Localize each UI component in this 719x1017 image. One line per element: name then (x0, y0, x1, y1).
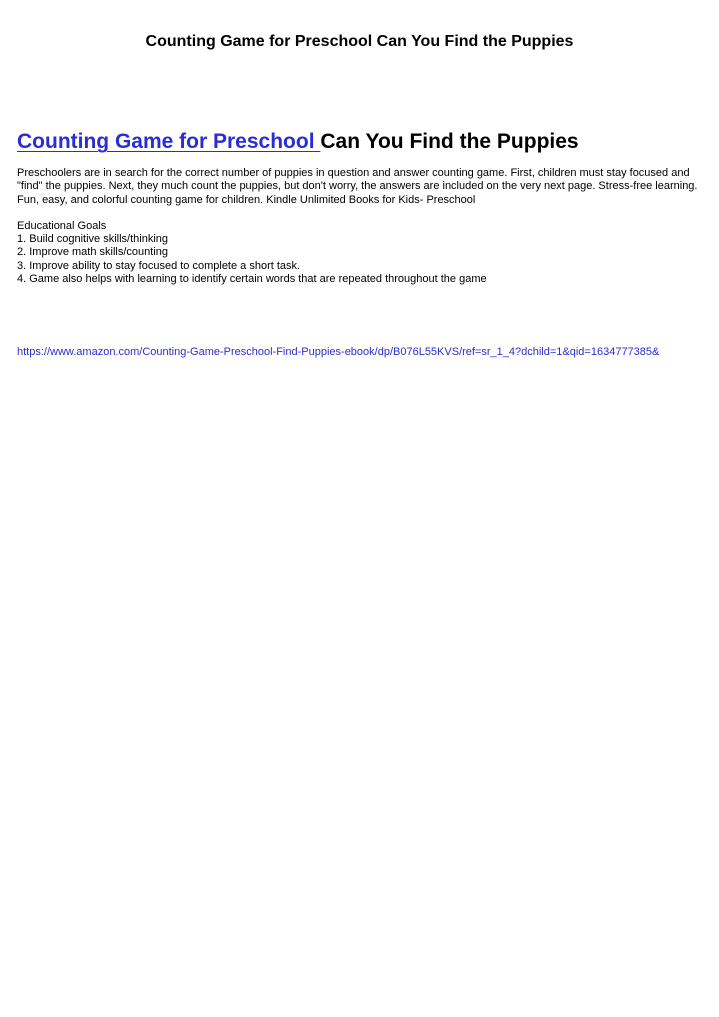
educational-goals (17, 220, 707, 286)
goal-item: 2. Improve math skills/counting (17, 246, 169, 259)
goal-item: 4. Game also helps with learning to identify certain words that are repeated throughout the game (17, 272, 487, 285)
article-description: Preschoolers are in search for the correct number of puppies in question and answer counting game. First, children must stay focused and "find" the puppies. Next, they much count the puppies, but don't worry, the answers are included on the very next page. Stress-free learning. Fun, easy, and colorful counting game for children. Kindle Unlimited Books for Kids- Preschool (17, 167, 698, 206)
goals-title: Educational Goals (17, 220, 107, 232)
article-heading (17, 128, 717, 156)
page-title: Counting Game for Preschool Can You Find the Puppies (145, 33, 574, 50)
goal-item: 1. Build cognitive skills/thinking (17, 233, 169, 246)
product-url-link[interactable]: https://www.amazon.com/Counting-Game-Preschool-Find-Puppies-ebook/dp/B076L55KVS/ref=sr_1_4?dchild=1&qid=1634777385& (17, 346, 660, 358)
goal-item: 3. Improve ability to stay focused to complete a short task. (17, 259, 301, 272)
heading-text: Can You Find the Puppies (320, 130, 579, 153)
heading-link[interactable]: Counting Game for Preschool (17, 130, 321, 153)
